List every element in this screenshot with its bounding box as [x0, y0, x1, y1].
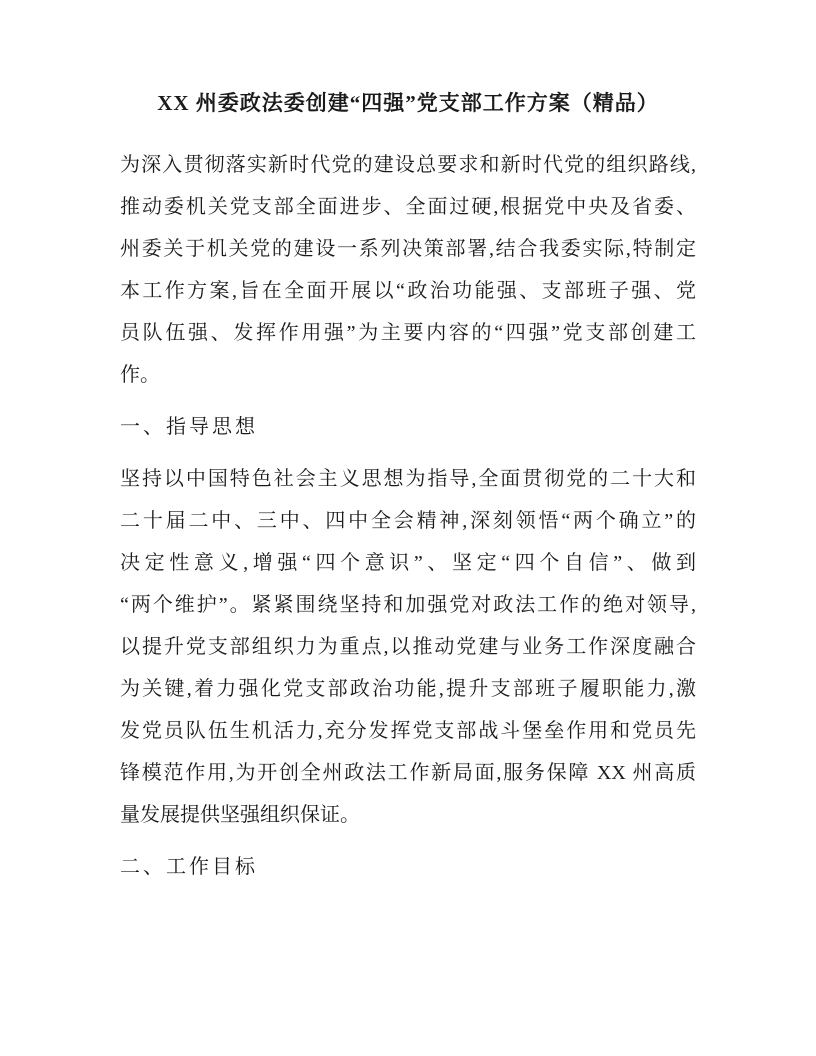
paragraph-line: 为深入贯彻落实新时代党的建设总要求和新时代党的组织路线,: [120, 154, 696, 176]
heading-line: 一、指导思想: [120, 416, 258, 438]
paragraph-line: 锋模范作用,为开创全州政法工作新局面,服务保障 XX 州高质: [120, 762, 696, 784]
paragraph-line: 发党员队伍生机活力,充分发挥党支部战斗堡垒作用和党员先: [120, 720, 696, 742]
paragraph-line: 二十届二中、三中、四中全会精神,深刻领悟“两个确立”的: [120, 510, 696, 532]
paragraph-guiding-ideology: [120, 458, 696, 836]
paragraph-line: 以提升党支部组织力为重点,以推动党建与业务工作深度融合: [120, 636, 696, 658]
paragraph-line: 推动委机关党支部全面进步、全面过硬,根据党中央及省委、: [120, 196, 696, 218]
section-heading-1: [120, 406, 696, 448]
paragraph-line: “两个维护”。紧紧围绕坚持和加强党对政法工作的绝对领导,: [120, 594, 696, 616]
document-title: XX 州委政法委创建“四强”党支部工作方案（精品）: [157, 91, 659, 115]
paragraph-line: 本工作方案,旨在全面开展以“政治功能强、支部班子强、党: [120, 280, 696, 302]
paragraph-line: 州委关于机关党的建设一系列决策部署,结合我委实际,特制定: [120, 238, 696, 260]
paragraph-line: 坚持以中国特色社会主义思想为指导,全面贯彻党的二十大和: [120, 468, 696, 490]
paragraph-line: 决定性意义,增强“四个意识”、坚定“四个自信”、做到: [120, 552, 696, 574]
paragraph-line: 员队伍强、发挥作用强”为主要内容的“四强”党支部创建工: [120, 322, 696, 344]
paragraph-line: 作。: [120, 364, 160, 386]
paragraph-line: 量发展提供坚强组织保证。: [120, 804, 360, 826]
heading-line: 二、工作目标: [120, 856, 258, 878]
paragraph-line: 为关键,着力强化党支部政治功能,提升支部班子履职能力,激: [120, 678, 696, 700]
section-heading-2: [120, 846, 696, 888]
paragraph-intro: [120, 144, 696, 396]
